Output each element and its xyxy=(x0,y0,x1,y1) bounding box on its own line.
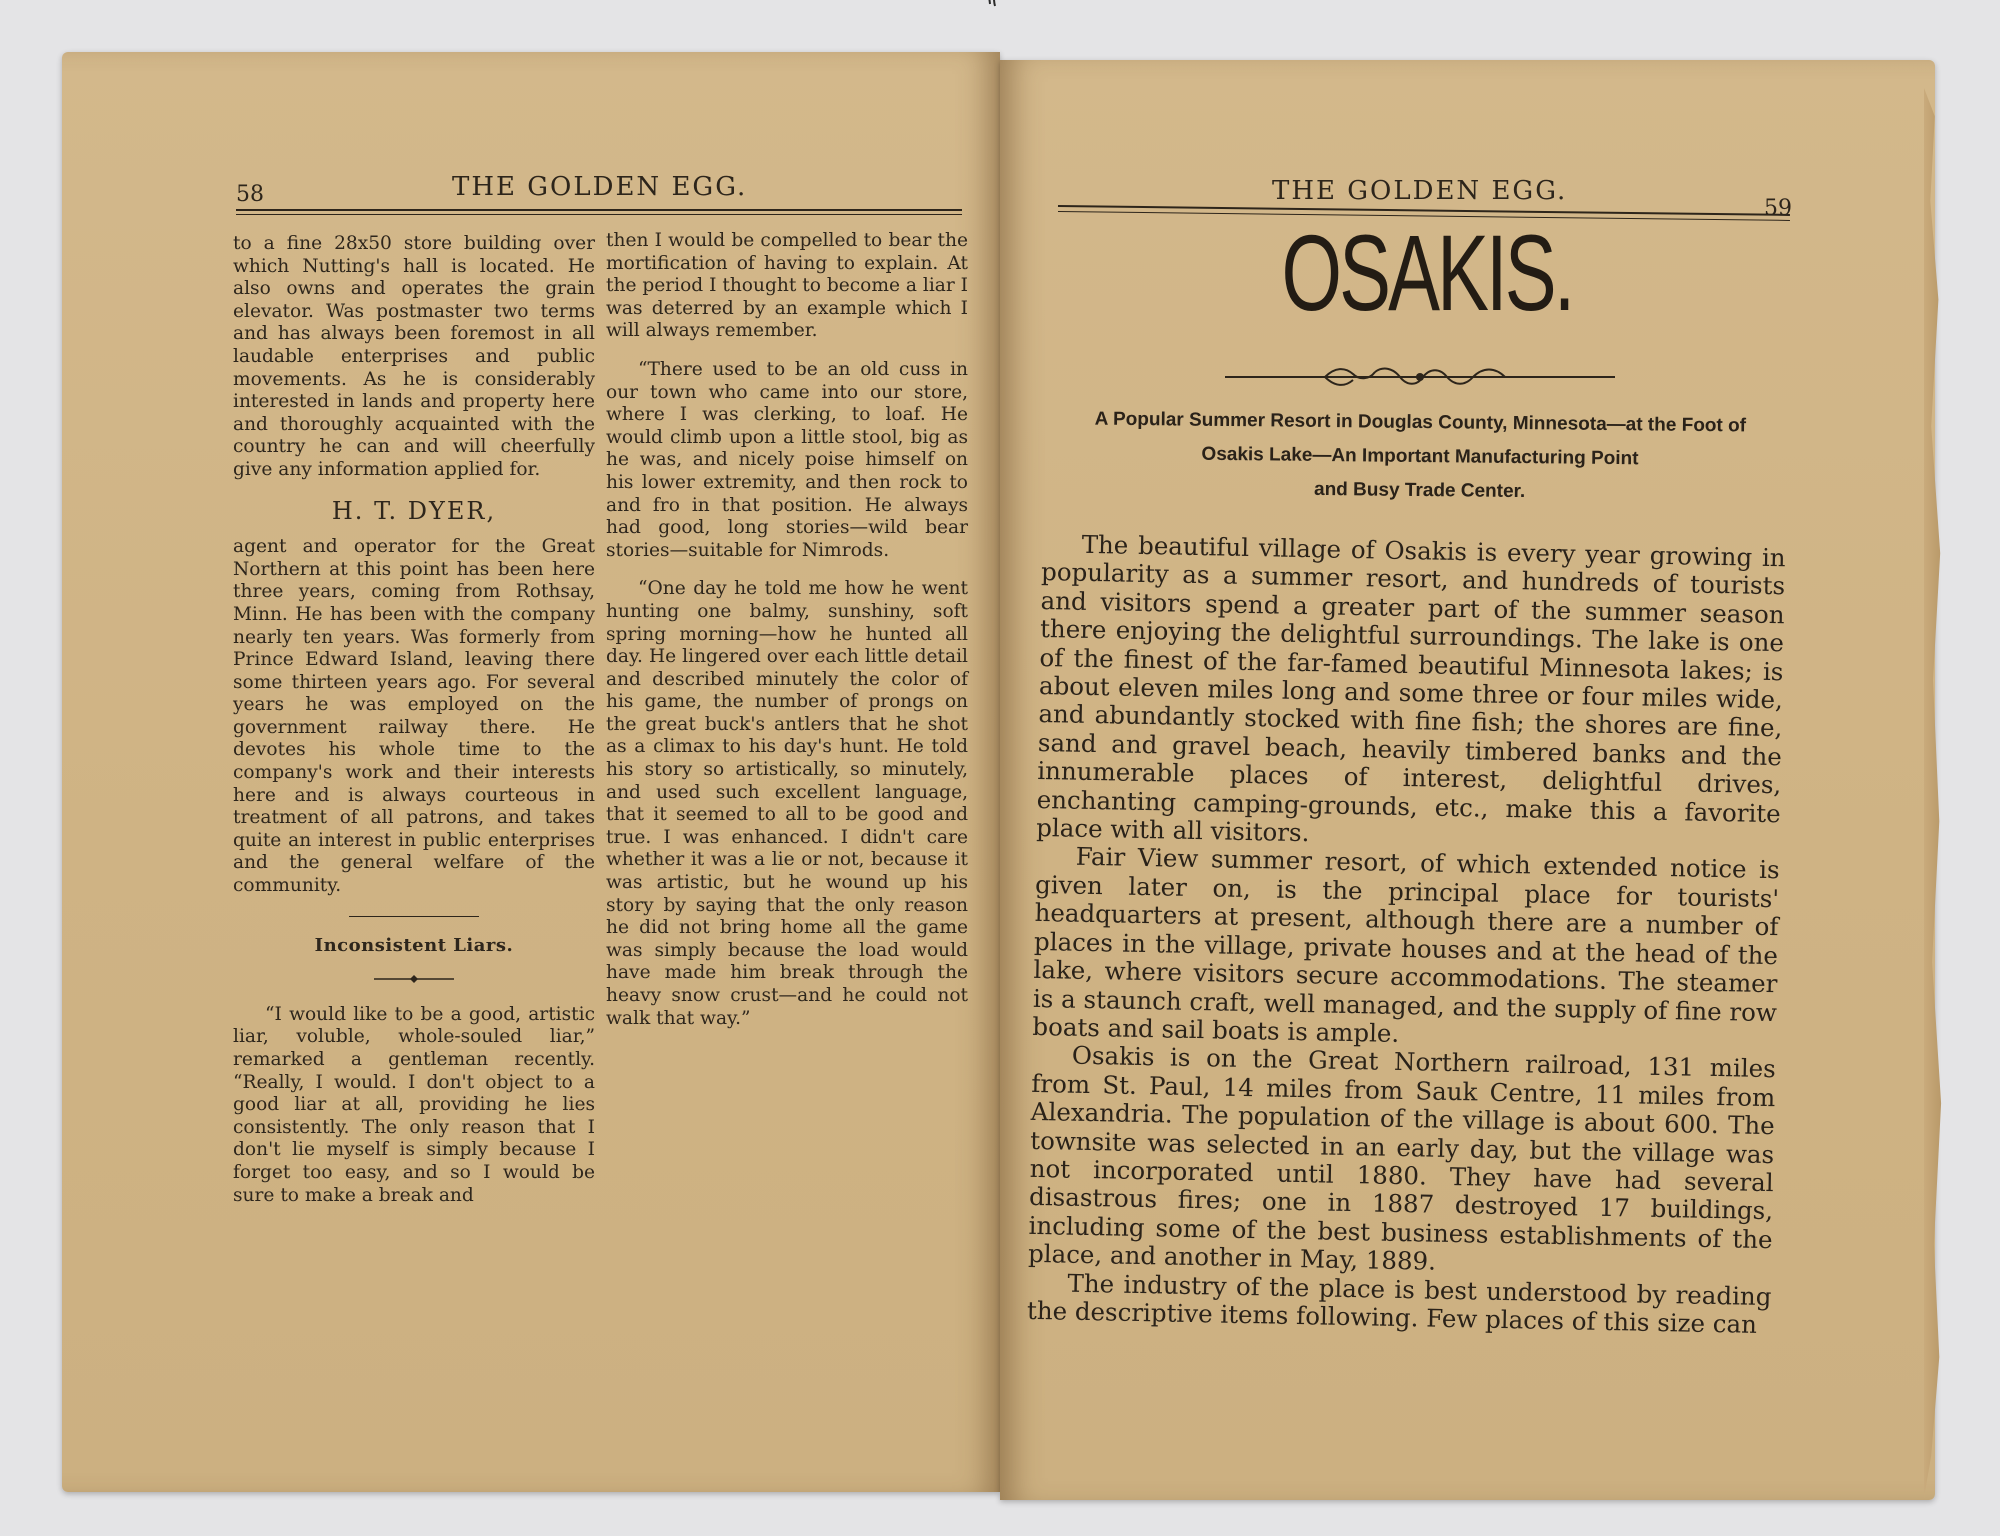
paragraph: Fair View summer resort, of which extended notice is given later on, is the principal place for tourists' headquarters at present, although there are a number of places in the village, private houses and at the head of the lake, where visitors secure accommodations. The steamer is a staunch craft, well managed, and the supply of fine row boats and sail boats is ample. xyxy=(1032,842,1780,1048)
paragraph: to a fine 28x50 store building over which Nutting's hall is located. He also owns and operates the grain elevator. Was postmaster two terms and has always been foremost in all laudable enterprises and public movements. As he is considerably interested in lands and property here and thoroughly acquainted with the country he can and will cheerfully give any information applied for. xyxy=(233,233,595,480)
torn-page-edge xyxy=(1924,88,1942,1498)
article-title: OSAKIS. xyxy=(1281,212,1573,333)
paragraph: “One day he told me how he went hunting one balmy, sunshiny, soft spring morning—how he hunted all day. He lingered over each little detail and described minutely the color of his game, the number of prongs on the great buck's antlers that he shot as a climax to his day's hunt. He told his story so artistically, so minutely, and used such excellent language, that it seemed to all to be good and true. I was enhanced. I didn't care whether it was a lie or not, because it was artistic, but he wound up his story by saying that the only reason he did not bring home all the game was simply because the load would have made him break through the heavy snow crust—and he could not walk that way.” xyxy=(606,578,968,1029)
header-rule-left xyxy=(236,209,962,211)
article-subheading: Inconsistent Liars. xyxy=(314,934,514,956)
article-body xyxy=(1027,530,1786,1340)
running-head-right: THE GOLDEN EGG. xyxy=(1272,176,1568,206)
paragraph: Osakis is on the Great Northern railroad, 131 miles from St. Paul, 14 miles from Sauk Centre, 11 miles from Alexandria. The population of the village is about 600. The townsite was selected in an early day, but the village was not incorporated until 1880. They have had several disastrous fires; one in 1887 destroyed 17 buildings, including some of the best business establishments of the place, and another in May, 1889. xyxy=(1027,1040,1777,1276)
article-subtitle xyxy=(1041,402,1798,512)
ornament-flourish-icon xyxy=(1225,362,1615,392)
left-column-2 xyxy=(606,230,968,1030)
paragraph: agent and operator for the Great Northern at this point has been here three years, coming from Rothsay, Minn. He has been with the company nearly ten years. Was formerly from Prince Edward Island, leaving there some thirteen years ago. For several years he was employed on the government railway there. He devotes his whole time to the company's work and their interests here and is always courteous in treatment of all patrons, and takes quite an interest in public enterprises and the general welfare of the community. xyxy=(233,536,595,897)
subtitle-line: Osakis Lake—An Important Manufacturing Point xyxy=(1201,443,1639,470)
page-number-left: 58 xyxy=(236,182,264,207)
paragraph: The industry of the place is best understood by reading the descriptive items following. Few places of this size can xyxy=(1026,1268,1772,1339)
running-head-left: THE GOLDEN EGG. xyxy=(452,172,748,202)
paragraph: “I would like to be a good, artistic liar, voluble, whole-souled liar,” remarked a gentleman recently. “Really, I would. I don't object to a good liar at all, providing he lies consistently. The only reason that I don't lie myself is simply because I forget too easy, and so I would be sure to make a break and xyxy=(233,1003,595,1206)
page-number-right: 59 xyxy=(1764,196,1792,221)
subtitle-line: A Popular Summer Resort in Douglas County, Minnesota—at the Foot of xyxy=(1094,408,1747,437)
left-column-1 xyxy=(233,233,595,1207)
section-divider xyxy=(349,916,479,917)
dingbat-rule-icon xyxy=(233,967,595,990)
header-rule-left-thin xyxy=(236,214,962,215)
paragraph: The beautiful village of Osakis is every year growing in popularity as a summer resort, and hundreds of tourists and visitors spend a greater part of the summer season there enjoying the delightful surroundings. The lake is one of the finest of the far-famed beautiful Minnesota lakes; is about eleven miles long and some three or four miles wide, and abundantly stocked with fine fish; the shores are fine, sand and gravel beach, heavily timbered banks and the innumerable places of interest, delightful drives, enchanting camping-grounds, etc., make this a favorite place with all visitors. xyxy=(1036,529,1786,848)
paragraph: then I would be compelled to bear the mortification of having to explain. At the period I thought to become a liar I was deterred by an example which I will always remember. xyxy=(606,230,968,342)
subtitle-line: and Busy Trade Center. xyxy=(1313,478,1526,503)
paragraph: “There used to be an old cuss in our town who came into our store, where I was clerking, to loaf. He would climb upon a little stool, big as he was, and nicely poise himself on his lower extremity, and then rock to and fro in that position. He always had good, long stories—wild bear stories—suitable for Nimrods. xyxy=(606,358,968,561)
binding-thread xyxy=(962,0,1012,16)
section-heading: H. T. DYER, xyxy=(331,496,497,525)
